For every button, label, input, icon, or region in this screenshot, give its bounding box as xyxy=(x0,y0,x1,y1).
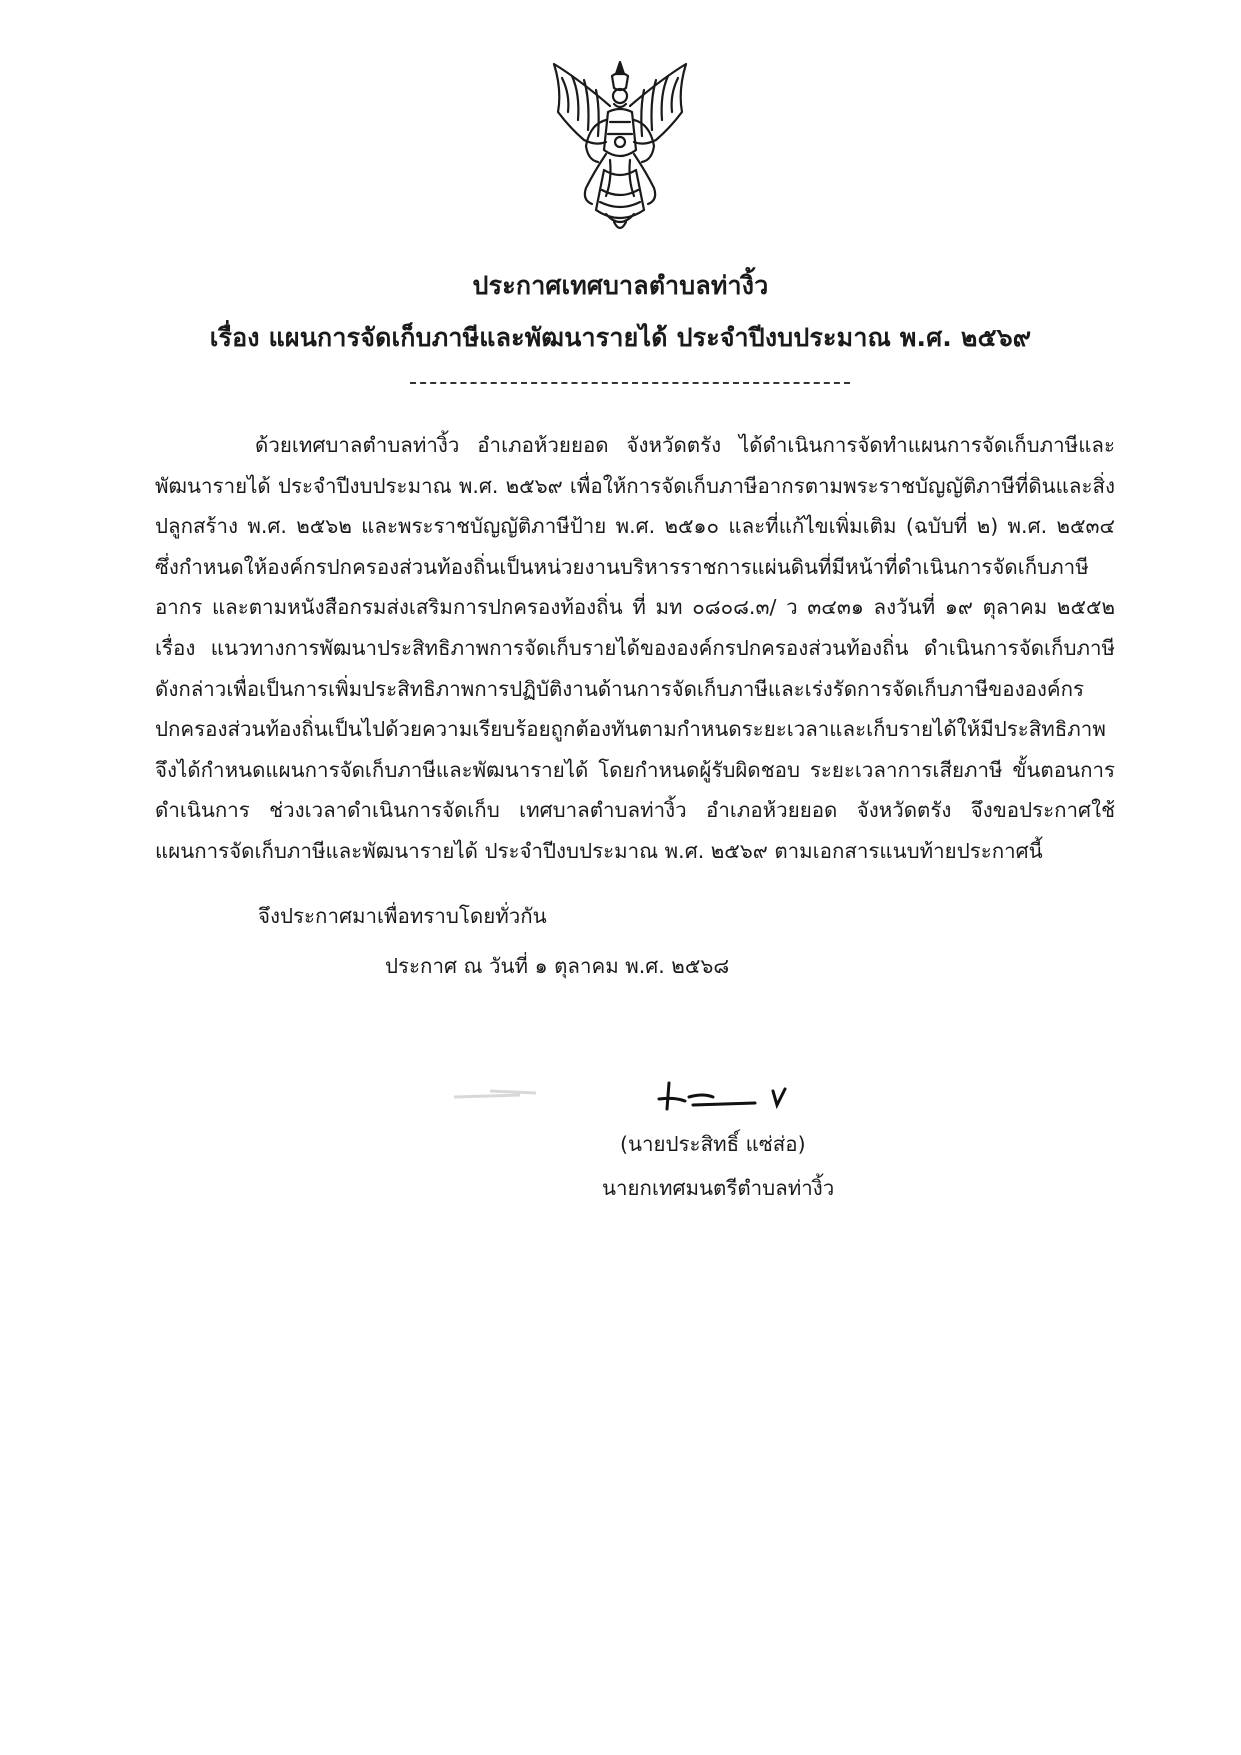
title-divider xyxy=(410,382,850,384)
closing-statement: จึงประกาศมาเพื่อทราบโดยทั่วกัน xyxy=(258,904,547,928)
announcement-body: ด้วยเทศบาลตำบลท่างิ้ว อำเภอห้วยยอด จังหวัดตรัง ได้ดำเนินการจัดทำแผนการจัดเก็บภาษีและพัฒนารายได้ ประจำปีงบประมาณ พ.ศ. ๒๕๖๙ เพื่อให้การจัดเก็บภาษีอากรตามพระราชบัญญัติภาษีที่ดินและสิ่งปลูกสร้าง พ.ศ. ๒๕๖๒ และพระราชบัญญัติภาษีป้าย พ.ศ. ๒๕๑๐ และที่แก้ไขเพิ่มเติม (ฉบับที่ ๒) พ.ศ. ๒๕๓๔ ซึ่งกำหนดให้องค์กรปกครองส่วนท้องถิ่นเป็นหน่วยงานบริหารราชการแผ่นดินที่มีหน้าที่ดำเนินการจัดเก็บภาษีอากร และตามหนังสือกรมส่งเสริมการปกครองท้องถิ่น ที่ มท ๐๘๐๘.๓/ ว ๓๔๓๑ ลงวันที่ ๑๙ ตุลาคม ๒๕๕๒ เรื่อง แนวทางการพัฒนาประสิทธิภาพการจัดเก็บรายได้ขององค์กรปกครองส่วนท้องถิ่น ดำเนินการจัดเก็บภาษีดังกล่าวเพื่อเป็นการเพิ่มประสิทธิภาพการปฏิบัติงานด้านการจัดเก็บภาษีและเร่งรัดการจัดเก็บภาษีขององค์กรปกครองส่วนท้องถิ่นเป็นไปด้วยความเรียบร้อยถูกต้องทันตามกำหนดระยะเวลาและเก็บรายได้ให้มีประสิทธิภาพ จึงได้กำหนดแผนการจัดเก็บภาษีและพัฒนารายได้ โดยกำหนดผู้รับผิดชอบ ระยะเวลาการเสียภาษี ขั้นตอนการดำเนินการ ช่วงเวลาดำเนินการจัดเก็บ เทศบาลตำบลท่างิ้ว อำเภอห้วยยอด จังหวัดตรัง จึงขอประกาศใช้แผนการจัดเก็บภาษีและพัฒนารายได้ ประจำปีงบประมาณ พ.ศ. ๒๕๖๙ ตามเอกสารแนบท้ายประกาศนี้ xyxy=(155,433,1115,863)
announcement-date: ประกาศ ณ วันที่ ๑ ตุลาคม พ.ศ. ๒๕๖๘ xyxy=(385,954,730,978)
faint-stamp-mark xyxy=(450,1085,540,1107)
document-title: ประกาศเทศบาลตำบลท่างิ้ว xyxy=(472,271,769,300)
document-subject: เรื่อง แผนการจัดเก็บภาษีและพัฒนารายได้ ประจำปีงบประมาณ พ.ศ. ๒๕๖๙ xyxy=(209,323,1032,352)
garuda-emblem-icon xyxy=(540,50,700,240)
signatory-position: นายกเทศมนตรีตำบลท่างิ้ว xyxy=(602,1176,835,1200)
handwritten-signature xyxy=(655,1075,795,1120)
signatory-name: (นายประสิทธิ์ แซ่ส่อ) xyxy=(620,1132,806,1156)
